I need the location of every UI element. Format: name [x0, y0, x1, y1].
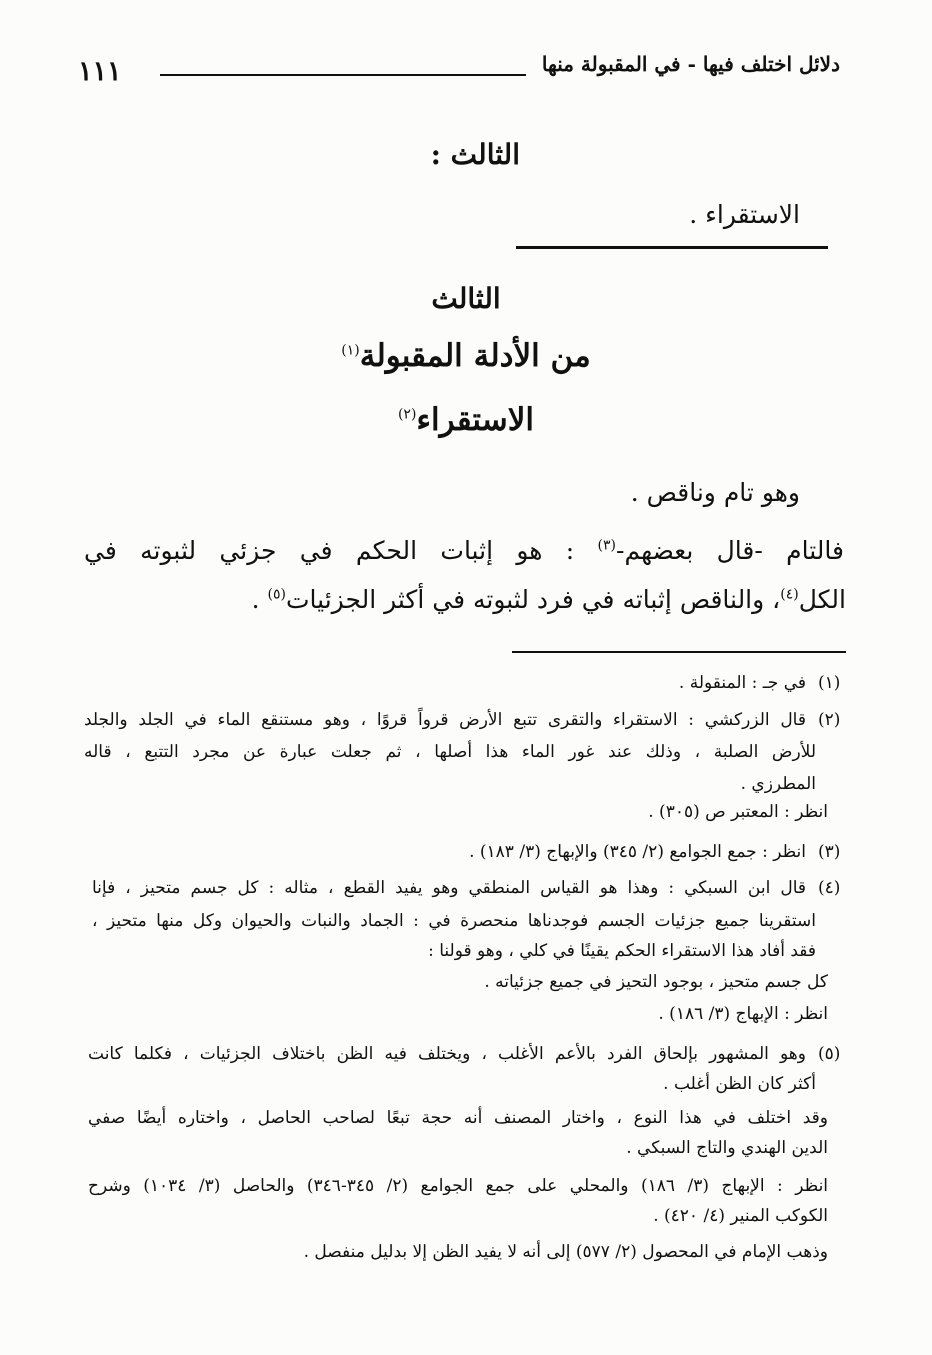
header-rule: [160, 74, 526, 76]
running-header-title: دلائل اختلف فيها - في المقبولة منها: [541, 52, 840, 76]
footnote-ref-5: (٥): [267, 586, 286, 603]
section-divider: [516, 246, 828, 249]
footnote-line: وقد اختلف في هذا النوع ، واختار المصنف أنه حجة تبعًا لصاحب الحاصل ، واختاره أيضًا صفي: [88, 1108, 828, 1128]
summary-heading: الثالث :: [430, 138, 520, 171]
footnote-number: (٢): [818, 710, 841, 730]
footnote-line: الدين الهندي والتاج السبكي .: [626, 1138, 828, 1158]
footnote-line: انظر : الإبهاج (٣/ ١٨٦) والمحلي على جمع الجوامع (٢/ ٣٤٥-٣٤٦) والحاصل (٣/ ١٠٣٤) وشرح: [88, 1176, 829, 1196]
footnote-number: (١): [818, 673, 841, 693]
footnote-line: انظر : الإبهاج (٣/ ١٨٦) .: [658, 1004, 828, 1024]
body-paragraph-line-1-b: : هو إثبات الحكم في جزئي لثبوته في: [84, 536, 598, 565]
section-title-topic-text: الاستقراء: [416, 402, 535, 438]
section-title-topic: [0, 402, 932, 438]
footnote-ref-4: (٤): [780, 586, 799, 603]
body-paragraph-line-2-c: .: [251, 585, 268, 614]
footnote-line: فقد أفاد هذا الاستقراء الحكم يقينًا في كلي ، وهو قولنا :: [428, 941, 816, 961]
footnote-line: أكثر كان الظن أغلب .: [663, 1074, 816, 1094]
footnotes-divider: [512, 651, 846, 653]
footnote-ref-3: (٣): [597, 537, 616, 554]
footnote-line: استقرينا جميع جزئيات الجسم فوجدناها منحصرة في : الجماد والنبات والحيوان وكل منها متحيز ،: [92, 911, 816, 931]
footnote-line: قال ابن السبكي : وهذا هو القياس المنطقي وهو يفيد القطع ، مثاله : كل جسم متحيز ، فإنا: [92, 878, 806, 898]
page-number: ١١١: [78, 56, 122, 87]
section-title-category: [0, 338, 932, 374]
body-intro: وهو تام وناقص .: [630, 478, 800, 507]
footnote-number: (٥): [818, 1044, 841, 1064]
body-paragraph-line-1-a: فالتام -قال بعضهم-: [616, 536, 844, 565]
footnote-line: انظر : المعتبر ص (٣٠٥) .: [648, 802, 828, 822]
footnote-ref-1: (١): [341, 342, 360, 359]
footnote-number: (٤): [818, 878, 841, 898]
footnote-line: للأرض الصلبة ، وذلك عند غور الماء هذا أصلها ، ثم جعلت عبارة عن مجرد التتبع ، قاله: [84, 742, 816, 762]
footnote-ref-2: (٢): [397, 406, 417, 423]
body-paragraph-line-1: [84, 536, 844, 565]
body-paragraph-line-2: [200, 585, 846, 614]
footnote-line: قال الزركشي : الاستقراء والتقرى تتبع الأرض قرواً قروًا ، وهو مستنقع الماء في الجلد والجلد: [84, 710, 806, 730]
footnote-line: المطرزي .: [740, 774, 816, 794]
footnote-line: كل جسم متحيز ، بوجود التحيز في جميع جزئياته .: [484, 972, 828, 992]
footnote-line: في جـ : المنقولة .: [678, 673, 806, 693]
footnote-line: وهو المشهور بإلحاق الفرد بالأعم الأغلب ، ويختلف فيه الظن باختلاف الجزئيات ، فكلما كانت: [88, 1044, 806, 1064]
section-title-ordinal: الثالث: [431, 282, 501, 315]
footnote-line: الكوكب المنير (٤/ ٤٢٠) .: [653, 1206, 828, 1226]
footnote-line: انظر : جمع الجوامع (٢/ ٣٤٥) والإبهاج (٣/ ١٨٣) .: [469, 842, 806, 862]
footnote-line: وذهب الإمام في المحصول (٢/ ٥٧٧) إلى أنه لا يفيد الظن إلا بدليل منفصل .: [303, 1242, 828, 1262]
footnote-number: (٣): [818, 842, 841, 862]
body-paragraph-line-2-a: الكل: [798, 585, 846, 614]
summary-text: الاستقراء .: [689, 200, 800, 229]
section-title-category-text: من الأدلة المقبولة: [359, 338, 591, 374]
body-paragraph-line-2-b: ، والناقص إثباته في فرد لثبوته في أكثر الجزئيات: [286, 585, 781, 614]
